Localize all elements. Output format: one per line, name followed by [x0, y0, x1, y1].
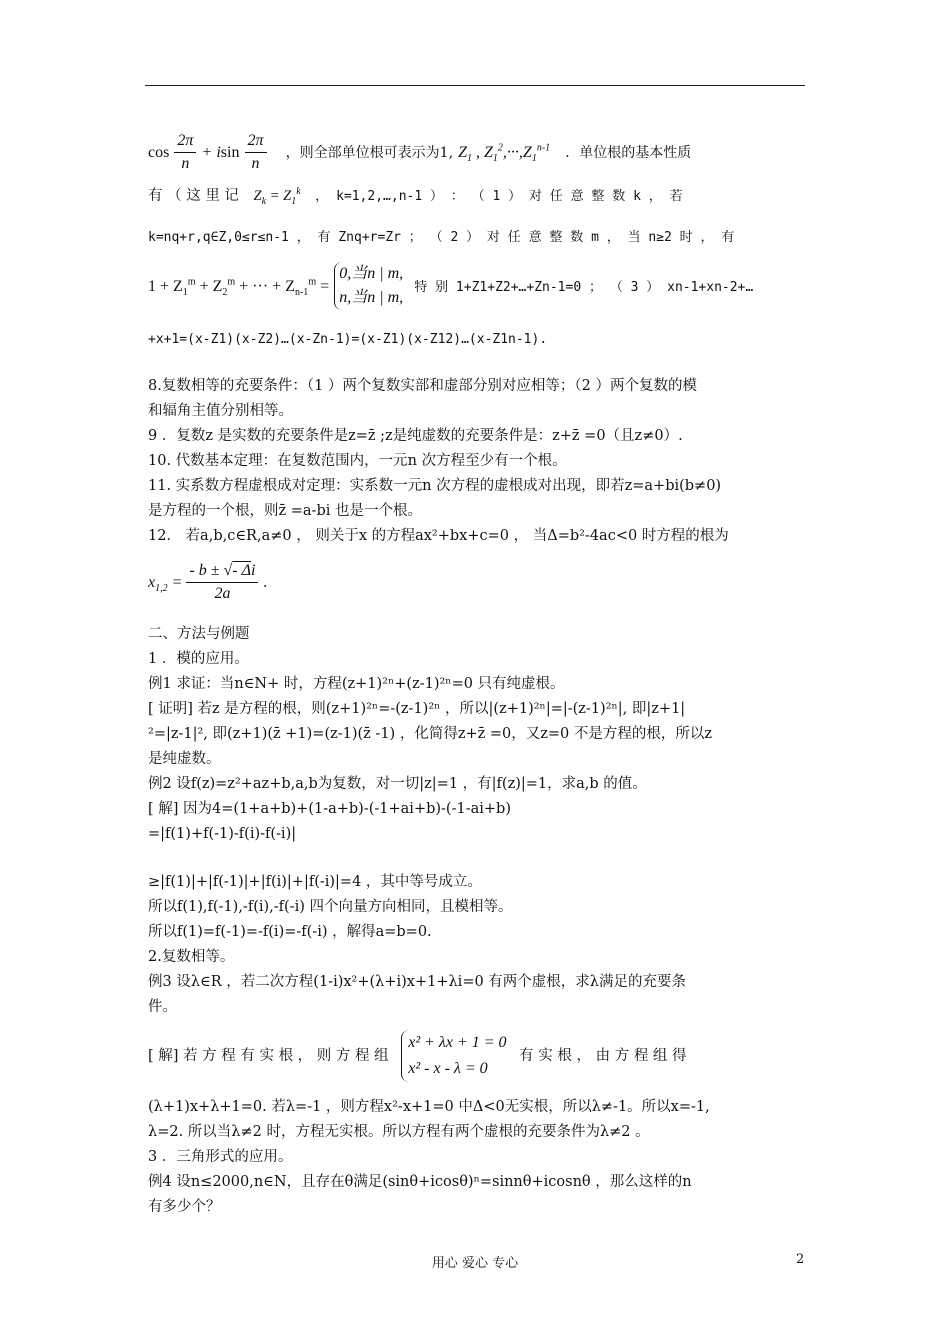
- solution-2-line-e: 所以f(1)=f(-1)=-f(i)=-f(-i) ，解得a=b=0.: [148, 924, 432, 940]
- proof-1-line-b: ²=|z-1|², 即(z+1)(z̄ +1)=(z-1)(z̄ -1) ，化简得z+z̄ =0，又z=0 不是方程的根，所以z: [148, 726, 712, 742]
- example-3-line-b: 件。: [148, 999, 177, 1015]
- item-10: 10. 代数基本定理：在复数范围内，一元n 次方程至少有一个根。: [148, 453, 567, 469]
- example-3-line-a: 例3 设λ∈R ，若二次方程(1-i)x²+(λ+i)x+1+λi=0 有两个虚根，求λ满足的充要条: [148, 974, 686, 990]
- item-11-line-a: 11. 实系数方程虚根成对定理：实系数一元n 次方程的虚根成对出现，即若z=a+bi(b≠0): [148, 478, 722, 494]
- root-formula: $x_{1,2}$ = $\frac{- b \pm √- \Delta i}{2a}$ .: [148, 562, 268, 602]
- item-8-line-a: 8.复数相等的充要条件：（1 ）两个复数实部和虚部分别对应相等；（2 ）两个复数的模: [148, 378, 698, 394]
- example-2: 例2 设f(z)=z²+az+b,a,b为复数，对一切|z|=1 ，有|f(z)|=1，求a,b 的值。: [148, 776, 647, 792]
- text-line-5: +x+1=(x-Z1)(x-Z2)…(x-Zn-1)=(x-Z1)(x-Z12)…(x-Z1n-1).: [148, 332, 548, 347]
- solution-2-line-b: =|f(1)+f(-1)-f(i)-f(-i)|: [148, 826, 297, 842]
- item-12: 12． 若a,b,c∈R,a≠0 ， 则关于x 的方程ax²+bx+c=0 ， 当Δ=b²-4ac<0 时方程的根为: [148, 528, 729, 544]
- page-footer: 用心 爱心 专心: [431, 1256, 519, 1271]
- formula-line-1: cos $\frac{2\pi}{n}$ + isin $\frac{2\pi}{n}$ ，则全部单位根可表示为1, $Z_1$ , $Z_1^2,\cdot\cdot\cdot,Z_1^{n-1}$ ．单位根的基本性质: [148, 132, 692, 172]
- solution-2-line-d: 所以f(1),f(-1),-f(i),-f(-i) 四个向量方向相同，且模相等。: [148, 899, 513, 915]
- text-line-2: 有 （ 这 里 记 $Z_k = Z_1^k$ ， k=1,2,…,n-1 ） ： （ 1 ） 对 任 意 整 数 k ， 若: [148, 186, 683, 207]
- subsection-3: 3 ．三角形式的应用。: [148, 1149, 293, 1165]
- solution-3-line-d: λ=2. 所以当λ≠2 时，方程无实根。所以方程有两个虚根的充要条件为λ≠2 。: [148, 1124, 650, 1140]
- page-number: 2: [796, 1252, 805, 1267]
- item-11-line-b: 是方程的一个根，则z̄ =a-bi 也是一个根。: [148, 503, 422, 519]
- formula-line-4: $1 + Z_1^m + Z_2^m$ + ··· + $Z_{n-1}^m$ = 0,当n | m, n,当n | m, 特 别 1+Z1+Z2+…+Zn-1=0 ； （ 3 ） xn-1+xn-2+…: [148, 262, 753, 310]
- section-heading-2: 二、方法与例题: [148, 626, 250, 642]
- proof-1-line-a: [ 证明] 若z 是方程的根，则(z+1)²ⁿ=-(z-1)²ⁿ ，所以|(z+1)²ⁿ|=|-(z-1)²ⁿ|, 即|z+1|: [148, 701, 686, 717]
- text-line-3: k=nq+r,q∈Z,0≤r≤n-1 ， 有 Znq+r=Zr ； （ 2 ） 对 任 意 整 数 m ， 当 n≥2 时 ， 有: [148, 230, 735, 245]
- header-rule: [145, 85, 805, 86]
- subsection-2: 2.复数相等。: [148, 949, 235, 965]
- example-4-line-a: 例4 设n≤2000,n∈N，且存在θ满足(sinθ+icosθ)ⁿ=sinnθ+icosnθ ，那么这样的n: [148, 1174, 692, 1190]
- solution-3-line-c: (λ+1)x+λ+1=0. 若λ=-1 ，则方程x²-x+1=0 中Δ<0无实根，所以λ≠-1。所以x=-1,: [148, 1099, 710, 1115]
- proof-1-line-c: 是纯虚数。: [148, 751, 221, 767]
- item-9: 9 ．复数z 是实数的充要条件是z=z̄ ;z是纯虚数的充要条件是：z+z̄ =0（且z≠0）.: [148, 428, 683, 444]
- example-1: 例1 求证：当n∈N+ 时，方程(z+1)²ⁿ+(z-1)²ⁿ=0 只有纯虚根。: [148, 676, 565, 692]
- example-4-line-b: 有多少个？: [148, 1199, 221, 1215]
- solution-2-line-a: [ 解] 因为4=(1+a+b)+(1-a+b)-(-1+ai+b)-(-1-ai+b): [148, 801, 511, 817]
- subsection-1: 1 ．模的应用。: [148, 651, 249, 667]
- item-8-line-b: 和辐角主值分别相等。: [148, 403, 293, 419]
- solution-3-system-line: [ 解] 若 方 程 有 实 根 ， 则 方 程 组 x² + λx + 1 = 0 x² - x - λ = 0 有 实 根 ， 由 方 程 组 得: [148, 1030, 687, 1082]
- solution-2-line-c: ≥|f(1)|+|f(-1)|+|f(i)|+|f(-i)|=4 ，其中等号成立。: [148, 874, 482, 890]
